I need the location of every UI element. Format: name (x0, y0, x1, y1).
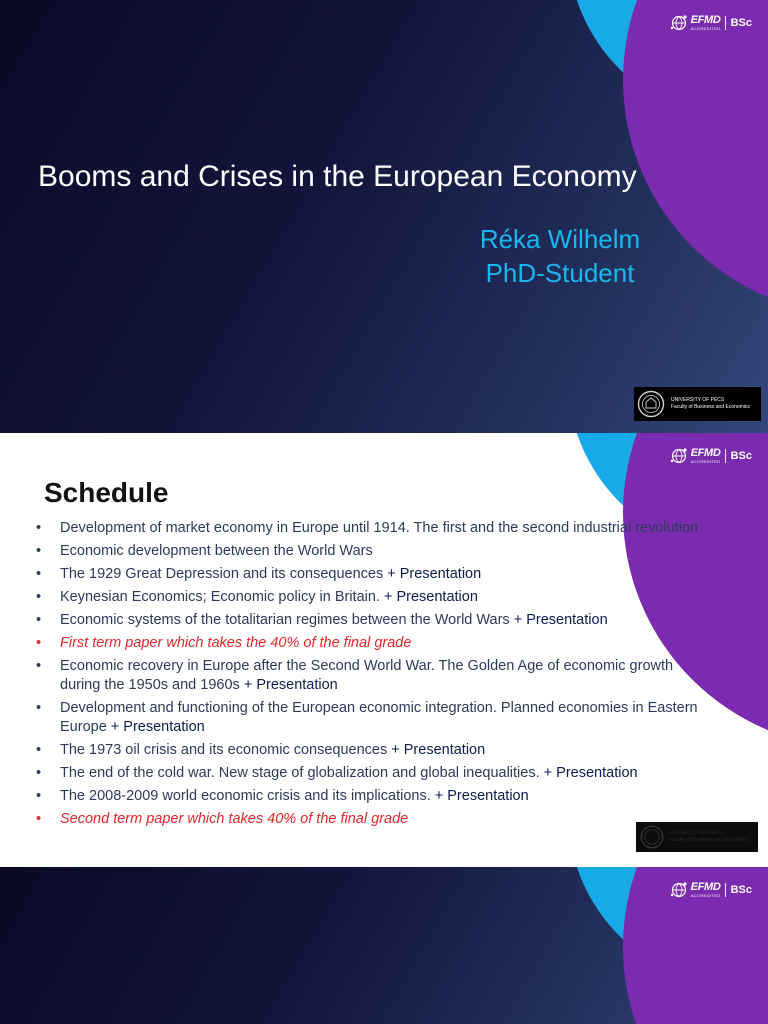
bullet-icon: • (36, 635, 42, 651)
bullet-icon: • (36, 520, 42, 536)
bullet-icon: • (36, 811, 42, 827)
schedule-item-text: Economic recovery in Europe after the Second World War. The Golden Age of economic growth during the 1950s and 1960s (60, 658, 674, 693)
badge-accreditor: EFMD (690, 14, 721, 26)
bullet-icon: • (36, 612, 42, 628)
schedule-item-text: Development of market economy in Europe until 1914. The first and the second industrial revolution (60, 520, 699, 536)
efmd-badge (669, 881, 752, 899)
university-name: UNIVERSITY OF PÉCS (671, 397, 725, 403)
bullet-icon: • (36, 589, 42, 605)
presentation-tag: + Presentation (391, 742, 486, 758)
schedule-slide (0, 433, 768, 867)
presentation-tag: + Presentation (513, 612, 608, 628)
efmd-globe-icon (669, 14, 689, 32)
author-block (470, 222, 650, 290)
badge-accredited-label: ACCREDITED (690, 893, 721, 898)
bullet-icon: • (36, 788, 42, 804)
schedule-item (36, 741, 716, 760)
schedule-item (36, 810, 716, 829)
schedule-list (36, 519, 716, 833)
university-faculty: Faculty of Business and Economics (671, 404, 750, 410)
schedule-item-text: The 1973 oil crisis and its economic consequences (60, 742, 392, 758)
presentation-tag: + Presentation (383, 589, 478, 605)
badge-divider (725, 883, 726, 897)
schedule-item (36, 634, 716, 653)
university-seal-icon (637, 390, 665, 418)
bullet-icon: • (36, 765, 42, 781)
schedule-item (36, 787, 716, 806)
bullet-icon: • (36, 742, 42, 758)
schedule-item (36, 699, 716, 737)
presentation-tag: + Presentation (387, 566, 482, 582)
schedule-item (36, 764, 716, 783)
badge-divider (725, 16, 726, 30)
schedule-heading: Schedule (44, 477, 169, 508)
schedule-item-text: Second term paper which takes 40% of the final grade (60, 811, 409, 827)
schedule-item (36, 542, 716, 561)
badge-degree: BSc (730, 884, 752, 896)
badge-divider (725, 449, 726, 463)
schedule-item (36, 588, 716, 607)
schedule-item-text: Keynesian Economics; Economic policy in Britain. (60, 589, 384, 605)
author-name: Réka Wilhelm (479, 224, 641, 254)
schedule-item (36, 611, 716, 630)
title-slide (0, 0, 768, 433)
presentation-tag: + Presentation (434, 788, 529, 804)
efmd-badge (669, 14, 752, 32)
badge-accredited-label: ACCREDITED (690, 26, 721, 31)
university-logo (636, 822, 758, 852)
schedule-item (36, 519, 716, 538)
presentation-tag: + Presentation (243, 677, 338, 693)
schedule-item-text: The end of the cold war. New stage of globalization and global inequalities. (60, 765, 544, 781)
presentation-tag: + Presentation (110, 719, 205, 735)
schedule-item-text: The 1929 Great Depression and its consequences (60, 566, 388, 582)
efmd-globe-icon (669, 881, 689, 899)
efmd-badge (669, 447, 752, 465)
bullet-icon: • (36, 700, 42, 716)
bullet-icon: • (36, 566, 42, 582)
schedule-item-text: Development and functioning of the European economic integration. Planned economies in Eastern Europe (60, 700, 698, 735)
next-slide (0, 867, 768, 1024)
efmd-globe-icon (669, 447, 689, 465)
schedule-item-text: Economic development between the World Wars (60, 543, 373, 559)
bullet-icon: • (36, 543, 42, 559)
university-faculty: Faculty of Business and Economics (669, 837, 748, 843)
badge-accredited-label: ACCREDITED (690, 459, 721, 464)
badge-degree: BSc (730, 450, 752, 462)
university-seal-icon (640, 825, 664, 849)
schedule-item (36, 657, 716, 695)
schedule-item-text: The 2008-2009 world economic crisis and its implications. (60, 788, 435, 804)
schedule-item-text: First term paper which takes the 40% of the final grade (60, 635, 412, 651)
presentation-tag: + Presentation (543, 765, 638, 781)
schedule-item-text: Economic systems of the totalitarian regimes between the World Wars (60, 612, 514, 628)
badge-accreditor: EFMD (690, 447, 721, 459)
schedule-item (36, 565, 716, 584)
badge-accreditor: EFMD (690, 881, 721, 893)
author-role: PhD-Student (485, 258, 635, 288)
presentation-title: Booms and Crises in the European Economy (38, 160, 637, 193)
badge-degree: BSc (730, 17, 752, 29)
university-logo (634, 387, 761, 421)
bullet-icon: • (36, 658, 42, 674)
university-name: UNIVERSITY OF PÉCS (669, 830, 723, 836)
